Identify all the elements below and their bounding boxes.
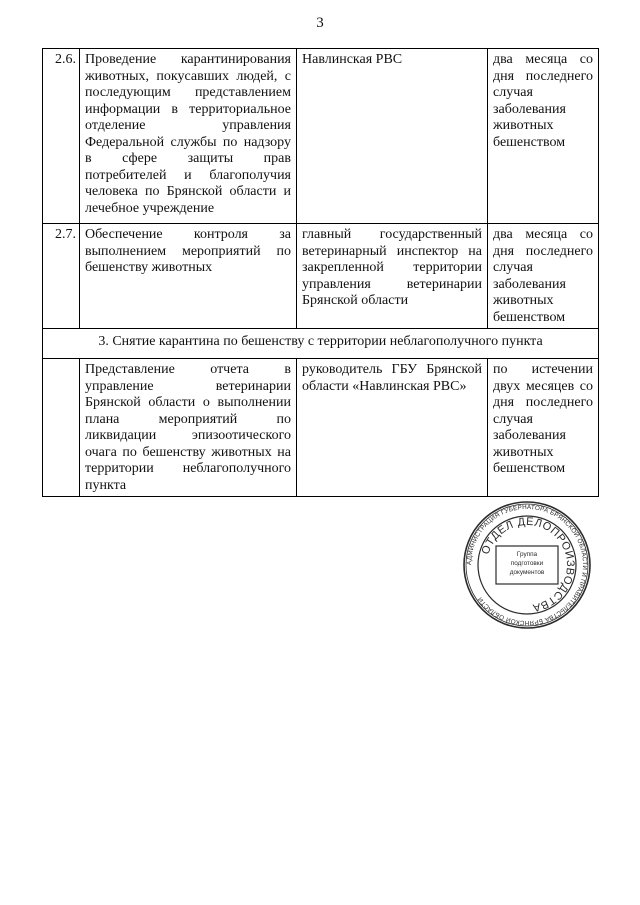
stamp-outer-text: АДМИНИСТРАЦИЯ ГУБЕРНАТОРА БРЯНСКОЙ ОБЛАСТИ И ПРАВИТЕЛЬСТВА БРЯНСКОЙ ОБЛАСТИ [465,503,589,627]
row-number: 2.7. [43,224,80,329]
responsible-text: главный государственный ветеринарный инспектор на закрепленной территории управления ветеринарии Брянской области [297,224,488,329]
measures-table [42,48,599,497]
measure-text: Представление отчета в управление ветеринарии Брянской области о выполнении плана мероприятий по ликвидации эпизоотического очага по бешенству животных на территории неблагополучного пункта [80,359,297,497]
responsible-text: руководитель ГБУ Брянской области «Навлинская РВС» [297,359,488,497]
table-row [43,224,599,329]
term-text: два месяца со дня последнего случая заболевания животных бешенством [488,49,599,224]
stamp-center-text: Группа подготовки документов [509,551,545,576]
section-heading: 3. Снятие карантина по бешенству с территории неблагополучного пункта [43,329,599,359]
page-number: 3 [316,15,324,31]
measure-text: Проведение карантинирования животных, покусавших людей, с последующим представлением информации в территориальное отделение управления Федеральной службы по надзору в сфере защиты прав потребителей и благополучия человека по Брянской области и лечебное учреждение [80,49,297,224]
table-row [43,359,599,497]
row-number: 2.6. [43,49,80,224]
row-number [43,359,80,497]
office-stamp [462,500,592,630]
section-row [43,329,599,359]
responsible-text: Навлинская РВС [297,49,488,224]
term-text: по истечении двух месяцев со дня последнего случая заболевания животных бешенством [488,359,599,497]
measure-text: Обеспечение контроля за выполнением мероприятий по бешенству животных [80,224,297,329]
table-row [43,49,599,224]
stamp-middle-text: ОТДЕЛ ДЕЛОПРОИЗВОДСТВА [479,515,577,614]
term-text: два месяца со дня последнего случая заболевания животных бешенством [488,224,599,329]
